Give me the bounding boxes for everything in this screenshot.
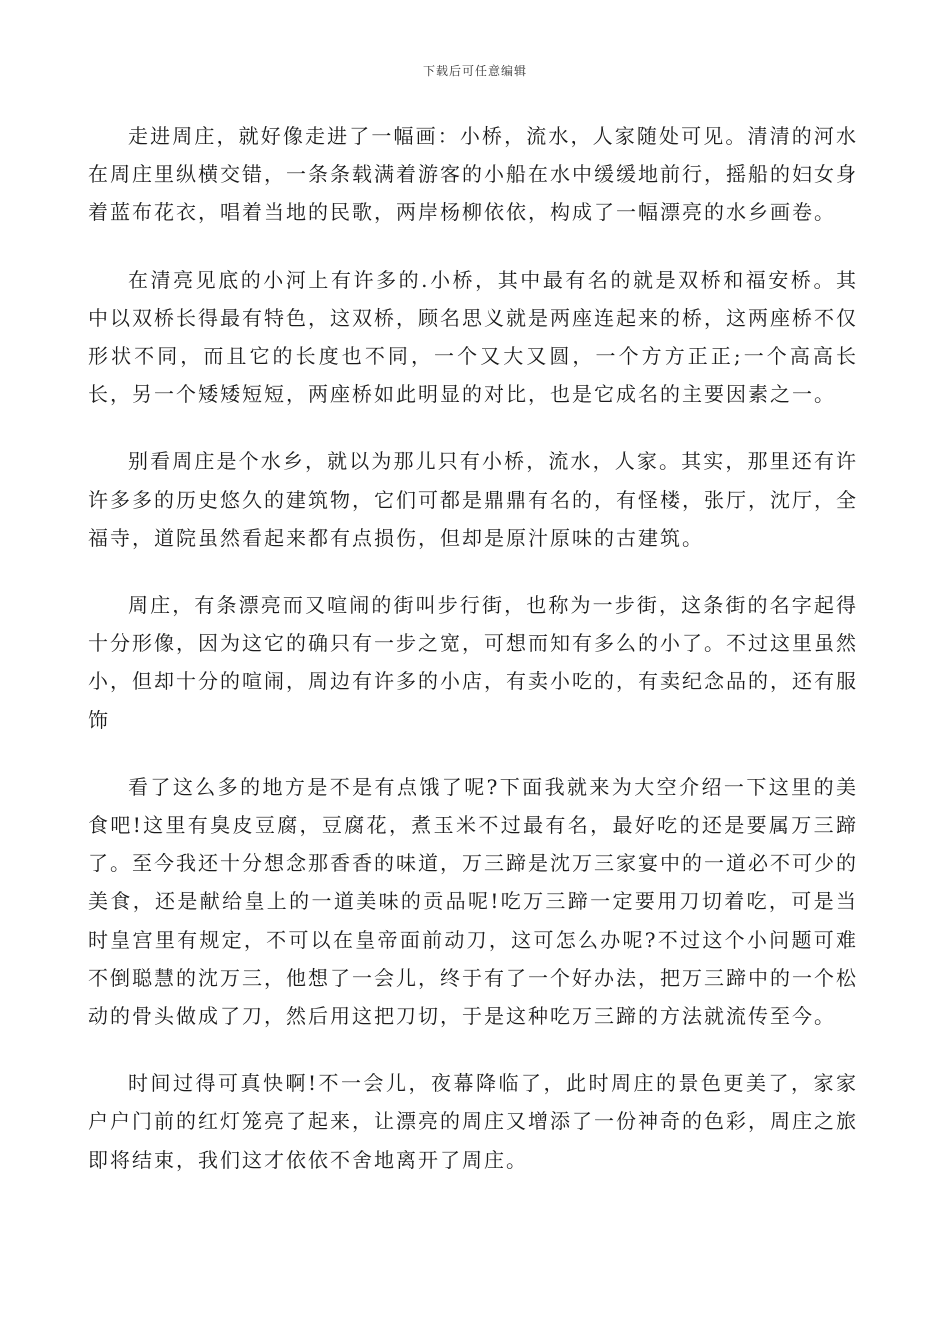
- paragraph-3: 别看周庄是个水乡，就以为那儿只有小桥，流水，人家。其实，那里还有许许多多的历史悠久的建筑物，它们可都是鼎鼎有名的，有怪楼，张厅，沈厅，全福寺，道院虽然看起来都有点损伤，但却是原汁原味的古建筑。: [88, 449, 858, 550]
- paragraph-4: 周庄，有条漂亮而又喧闹的街叫步行街，也称为一步街，这条街的名字起得十分形像，因为这它的确只有一步之宽，可想而知有多么的小了。不过这里虽然小，但却十分的喧闹，周边有许多的小店，有卖小吃的，有卖纪念品的，还有服饰: [88, 593, 858, 732]
- paragraph-2: 在清亮见底的小河上有许多的.小桥，其中最有名的就是双桥和福安桥。其中以双桥长得最有特色，这双桥，顾名思义就是两座连起来的桥，这两座桥不仅形状不同，而且它的长度也不同，一个又大又圆，一个方方正正;一个高高长长，另一个矮矮短短，两座桥如此明显的对比，也是它成名的主要因素之一。: [88, 267, 858, 407]
- paragraph-6: 时间过得可真快啊!不一会儿，夜幕降临了，此时周庄的景色更美了，家家户户门前的红灯笼亮了起来，让漂亮的周庄又增添了一份神奇的色彩，周庄之旅即将结束，我们这才依依不舍地离开了周庄。: [88, 1071, 858, 1172]
- paragraph-5: 看了这么多的地方是不是有点饿了呢?下面我就来为大空介绍一下这里的美食吧!这里有臭皮豆腐，豆腐花，煮玉米不过最有名，最好吃的还是要属万三蹄了。至今我还十分想念那香香的味道，万三蹄是沈万三家宴中的一道必不可少的美食，还是献给皇上的一道美味的贡品呢!吃万三蹄一定要用刀切着吃，可是当时皇宫里有规定，不可以在皇帝面前动刀，这可怎么办呢?不过这个小问题可难不倒聪慧的沈万三，他想了一会儿，终于有了一个好办法，把万三蹄中的一个松动的骨头做成了刀，然后用这把刀切，于是这种吃万三蹄的方法就流传至今。: [88, 774, 858, 1029]
- paragraph-1: 走进周庄，就好像走进了一幅画：小桥，流水，人家随处可见。清清的河水在周庄里纵横交错，一条条载满着游客的小船在水中缓缓地前行，摇船的妇女身着蓝布花衣，唱着当地的民歌，两岸杨柳依依，构成了一幅漂亮的水乡画卷。: [88, 124, 858, 225]
- page-header: 下载后可任意编辑: [422, 64, 527, 78]
- essay-body: [88, 117, 858, 1208]
